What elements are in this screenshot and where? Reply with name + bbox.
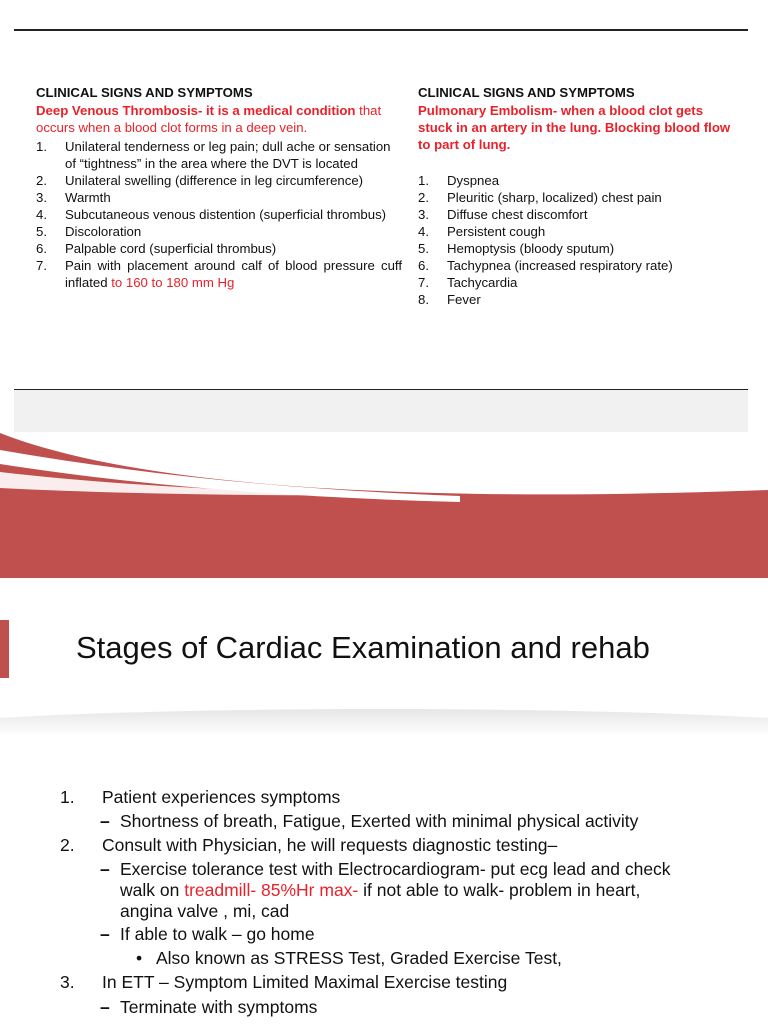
treadmill-text: treadmill- 85%Hr max- bbox=[184, 880, 359, 900]
dvt-symptom-list bbox=[36, 138, 402, 291]
list-item: 2. Consult with Physician, he will requests diagnostic testing– bbox=[60, 835, 558, 855]
dvt-intro bbox=[36, 102, 402, 136]
list-item: • Also known as STRESS Test, Graded Exercise Test, bbox=[136, 948, 562, 968]
footer-band bbox=[14, 390, 748, 432]
pe-symptom-list bbox=[418, 172, 740, 308]
pressure-range-text: to 160 to 180 mm Hg bbox=[111, 275, 235, 290]
list-item: – Exercise tolerance test with Electrocardiogram- put ecg lead and check walk on treadmill- 85%Hr max- if not able to walk- problem in heart, angina valve , mi, cad bbox=[100, 859, 671, 921]
list-item: 3. In ETT – Symptom Limited Maximal Exercise testing bbox=[60, 972, 508, 992]
list-item: 2. Pleuritic (sharp, localized) chest pain bbox=[418, 190, 662, 205]
list-item: 7. Tachycardia bbox=[418, 275, 518, 290]
list-item: 2. Unilateral swelling (difference in leg circumference) bbox=[36, 173, 364, 188]
list-item: 4. Persistent cough bbox=[418, 224, 546, 239]
list-item: 5. Discoloration bbox=[36, 224, 142, 239]
top-divider bbox=[14, 29, 748, 31]
list-item: 5. Hemoptysis (bloody sputum) bbox=[418, 241, 615, 256]
list-item: – Terminate with symptoms bbox=[100, 997, 318, 1017]
pe-heading: CLINICAL SIGNS AND SYMPTOMS bbox=[418, 85, 635, 100]
title-accent-bar bbox=[0, 620, 9, 678]
title-underline-shadow bbox=[0, 700, 768, 736]
list-item: 6. Tachypnea (increased respiratory rate) bbox=[418, 258, 673, 273]
list-item: – If able to walk – go home bbox=[100, 924, 315, 944]
list-item: 1. Patient experiences symptoms bbox=[60, 787, 341, 807]
pe-intro: Pulmonary Embolism- when a blood clot gets stuck in an artery in the lung. Blocking blood flow to part of lung. bbox=[418, 103, 731, 152]
list-item: 7. Pain with placement around calf of blood pressure cuff inflated to 160 to 180 mm Hg bbox=[36, 258, 402, 290]
list-item: 1. Dyspnea bbox=[418, 173, 500, 188]
list-item: 1. Unilateral tenderness or leg pain; dull ache or sensation of “tightness” in the area where the DVT is located bbox=[36, 139, 391, 171]
list-item: 3. Warmth bbox=[36, 190, 111, 205]
dvt-intro-rest: that occurs when a blood clot forms in a deep vein. bbox=[36, 103, 382, 135]
red-wave-footer bbox=[0, 428, 768, 578]
list-item: 8. Fever bbox=[418, 292, 481, 307]
dvt-heading: CLINICAL SIGNS AND SYMPTOMS bbox=[36, 85, 253, 100]
dvt-column bbox=[36, 84, 402, 291]
pe-column bbox=[418, 84, 740, 308]
page-title: Stages of Cardiac Examination and rehab bbox=[76, 630, 650, 665]
list-item: 4. Subcutaneous venous distention (superficial thrombus) bbox=[36, 207, 387, 222]
list-item: 6. Palpable cord (superficial thrombus) bbox=[36, 241, 277, 256]
list-item: 3. Diffuse chest discomfort bbox=[418, 207, 588, 222]
list-item: – Shortness of breath, Fatigue, Exerted with minimal physical activity bbox=[100, 811, 639, 831]
dvt-intro-bold: Deep Venous Thrombosis- it is a medical condition bbox=[36, 103, 356, 118]
